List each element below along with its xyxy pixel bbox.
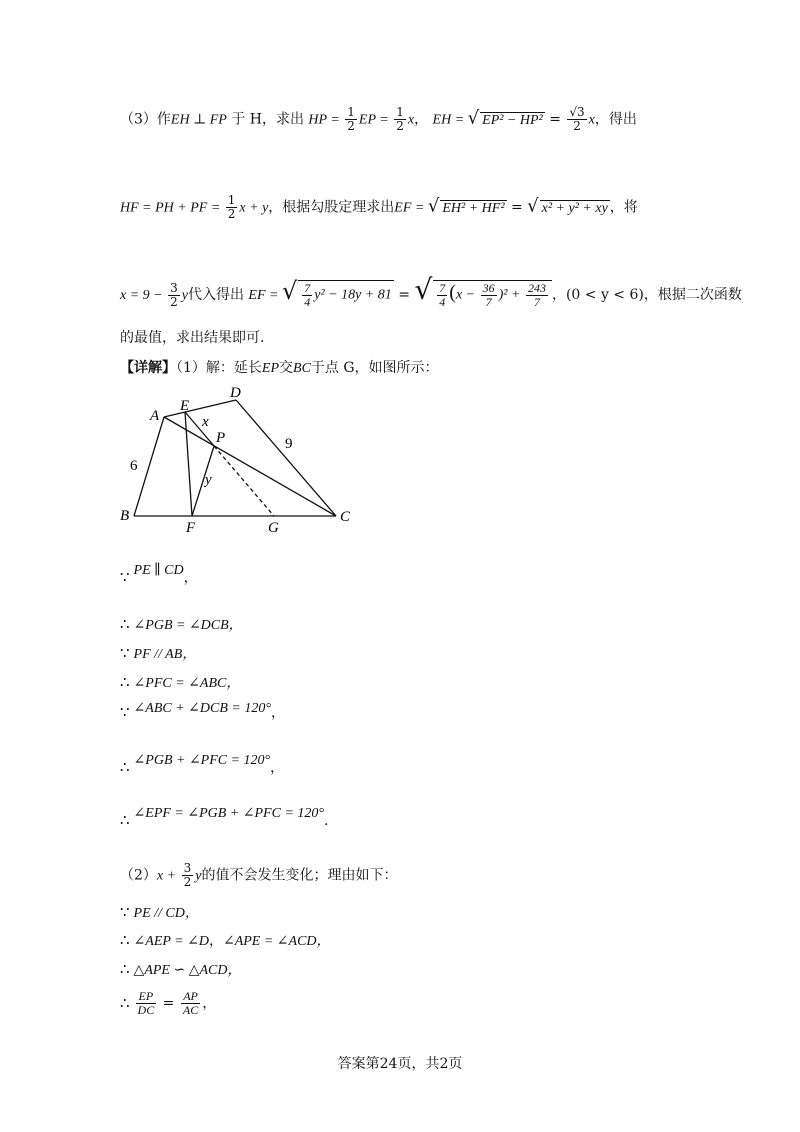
half-fraction: $\frac{1}{2}$ — [347, 105, 355, 133]
part2-line-2: ∴ ∠AEP = ∠D，∠APE = ∠ACD， — [120, 931, 331, 949]
proof-line-1: ∵ PE ∥ CD， — [120, 563, 198, 586]
label-g: G — [268, 520, 279, 534]
ep-ref: EP — [261, 361, 280, 376]
hf-line: HF = PH + PF = $\frac{1}{2}$ x + y，根据勾股定理求出EF = √ EH² + HF² = √ x² + y² + xy ，将 — [120, 193, 638, 221]
ef-radicand-3: $\frac{7}{4}$ y² − 18y + 81 — [298, 280, 394, 309]
ep-term: EP = — [358, 112, 393, 128]
page-footer: 答案第24页，共2页 — [337, 1056, 463, 1072]
half-fraction-3: $\frac{1}{2}$ — [227, 193, 236, 221]
half-fraction-2: $\frac{1}{2}$ — [396, 105, 404, 133]
sqrt3-over-2: $\frac{√3}{2}$ — [569, 105, 585, 133]
detail-line: 【详解】（1）解：延长EP交BC于点 G，如图所示： — [120, 360, 439, 376]
step3-dede: ，得出 — [594, 111, 637, 128]
segment-ep — [185, 412, 214, 446]
ef-equation-2: EF = — [248, 288, 282, 303]
segment-pg-dashed — [214, 446, 274, 516]
segment-ad — [164, 400, 236, 417]
ep-over-dc: $\frac{EP}{DC}$ — [137, 989, 155, 1017]
label-b: B — [120, 508, 130, 524]
segment-ef — [185, 412, 192, 516]
ef-equation: EF = — [394, 200, 428, 216]
part2-line-4: ∴ $\frac{EP}{DC}$ = $\frac{AP}{AC}$ ， — [120, 989, 217, 1017]
ef-radicand-1: EH² + HF² — [442, 200, 505, 216]
ef-radicand-4: $\frac{7}{4}$ (x − $\frac{36}{7}$ )² + $\frac{243}{7}$ — [433, 280, 552, 309]
step3-line: （3）作EH ⊥ FP 于 H，求出 HP = $\frac{1}{2}$ EP = $\frac{1}{2}$ x， EH = √ EP² − HP² = $\frac{√3}{2}$ x，得出 — [120, 105, 637, 133]
bc-ref: BC — [293, 361, 311, 376]
proof-line-3: ∵ PF // AB， — [120, 644, 197, 662]
perp-expression: EH ⊥ FP — [170, 112, 227, 128]
geometry-figure — [110, 384, 370, 534]
hf-equation: HF = PH + PF = — [120, 200, 224, 216]
part2-line-1: ∵ PE // CD， — [120, 903, 199, 921]
part2-header: （2）x + $\frac{3}{2}$ y的值不会发生变化；理由如下： — [120, 861, 398, 889]
label-a: A — [150, 408, 160, 424]
proof-line-6: ∴ ∠PGB + ∠PFC = 120°， — [120, 753, 285, 776]
label-f: F — [186, 520, 196, 534]
ap-over-ac: $\frac{AP}{AC}$ — [182, 989, 199, 1017]
dairu-text: 代入得出 — [187, 287, 244, 303]
label-d: D — [230, 385, 241, 401]
part2-line-3: ∴ △APE ∽ △ACD， — [120, 960, 242, 978]
substitute-line: x = 9 − $\frac{3}{2}$ y代入得出 EF = √ $\frac{7}{4}$ y² − 18y + 81 = √ $\frac{7}{4}$ (x − $\frac{36}{7}$ )² + $\frac{243}{7}$ ，(0 < y < 6)，根据二次函数 — [120, 273, 742, 310]
eh-equation: EH = — [432, 112, 468, 128]
line2-end: ，将 — [609, 199, 638, 216]
label-e: E — [180, 398, 190, 414]
pythagoras-text: ，根据勾股定理求出 — [268, 199, 395, 216]
three-halves: $\frac{3}{2}$ — [170, 280, 178, 309]
step3-intro: （3）作 — [120, 111, 171, 128]
x-equation: x = 9 − — [120, 288, 167, 303]
hf-tail: x + y — [239, 200, 269, 216]
ef-radicand-2: x² + y² + xy — [541, 200, 608, 216]
segment-dc — [236, 400, 336, 516]
proof-line-7: ∴ ∠EPF = ∠PGB + ∠PFC = 120°. — [120, 806, 329, 829]
detail-tail: 于点 G，如图所示： — [310, 360, 439, 376]
segment-ac — [164, 417, 336, 516]
proof-line-2: ∴ ∠PGB = ∠DCB， — [120, 615, 243, 633]
x-term: x — [407, 112, 415, 128]
proof-line-4: ∴ ∠PFC = ∠ABC， — [120, 673, 241, 691]
conclusion-text: 的最值，求出结果即可. — [120, 330, 265, 346]
y-range: ，(0 < y < 6) — [551, 287, 644, 303]
label-x: x — [202, 414, 209, 430]
label-6: 6 — [130, 458, 138, 474]
eh-radicand: EP² − HP² — [482, 112, 543, 128]
detail-text: （1）解：延长 — [176, 360, 262, 376]
label-p: P — [216, 430, 226, 446]
detail-label: 【详解】 — [120, 360, 176, 376]
label-c: C — [340, 509, 351, 525]
proof-line-5: ∵ ∠ABC + ∠DCB = 120°， — [120, 701, 285, 721]
label-y: y — [205, 472, 212, 488]
line3-end: ，根据二次函数 — [643, 287, 742, 303]
segment-ab — [134, 417, 164, 516]
hp-equation: HP = — [308, 112, 344, 128]
label-9: 9 — [285, 436, 293, 452]
step3-text: 于 H，求出 — [226, 111, 304, 128]
